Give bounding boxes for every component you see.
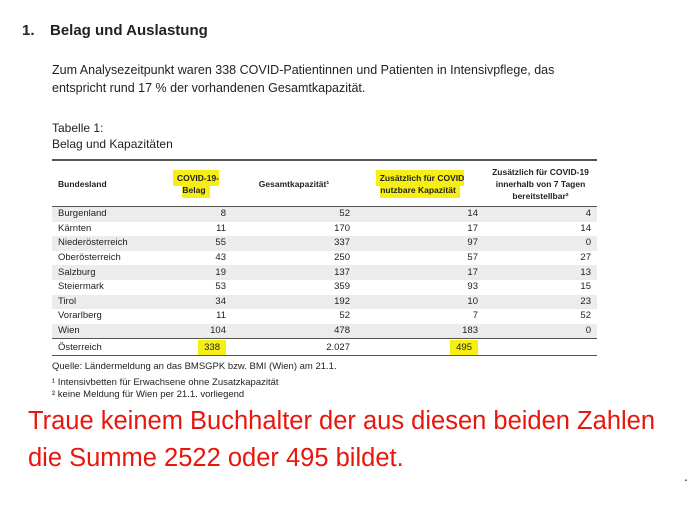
cell-bereit: 0: [484, 324, 597, 339]
cell-gesamt: 52: [339, 310, 350, 322]
table-row: [52, 309, 597, 324]
header-zusaetzlich-highlight: Zusätzlich für COVID nutzbare Kapazität: [376, 170, 465, 198]
cell-belag: 34: [160, 295, 232, 310]
cell-zusatz: 57: [467, 252, 478, 264]
cell-zusatz: 17: [356, 265, 484, 280]
header-bundesland: Bundesland: [52, 160, 160, 207]
total-zusatz: 495: [450, 340, 478, 355]
cell-gesamt: 170: [334, 222, 350, 234]
cell-land: Steiermark: [58, 281, 104, 293]
cell-bereit: 0: [484, 236, 597, 251]
footnote-2: ² keine Meldung für Wien per 21.1. vorliegend: [52, 389, 245, 400]
cell-bereit: 27: [580, 252, 591, 264]
cell-zusatz: 17: [467, 222, 478, 234]
cell-gesamt: 359: [334, 281, 350, 293]
cell-belag: 43: [215, 252, 226, 264]
section-heading: [22, 22, 208, 39]
table-row: [52, 280, 597, 295]
header-zusaetzlich-nutzbar: [356, 160, 484, 207]
cell-gesamt: 52: [232, 207, 356, 222]
total-land: Österreich: [52, 339, 160, 356]
header-gesamtkapazitaet: Gesamtkapazität¹: [232, 160, 356, 207]
cell-land: Vorarlberg: [58, 310, 102, 322]
table-caption: [52, 120, 173, 152]
table-notes: [52, 361, 337, 402]
cell-zusatz: 97: [356, 236, 484, 251]
section-title: Belag und Auslastung: [50, 22, 208, 39]
cell-gesamt: 337: [232, 236, 356, 251]
header-covid-belag-highlight: COVID-19- Belag: [173, 170, 219, 198]
cell-land: Salzburg: [52, 265, 160, 280]
source-note: Quelle: Ländermeldung an das BMSGPK bzw. BMI (Wien) am 21.1.: [52, 361, 337, 372]
cell-gesamt: 250: [334, 252, 350, 264]
table-caption-title: Belag und Kapazitäten: [52, 137, 173, 151]
cell-land: Kärnten: [58, 222, 92, 234]
cell-bereit: 13: [484, 265, 597, 280]
footnote-1: ¹ Intensivbetten für Erwachsene ohne Zusatzkapazität: [52, 376, 279, 388]
trailing-dot: .: [684, 468, 688, 484]
total-gesamt: 2.027: [232, 339, 356, 356]
total-belag: 338: [198, 340, 226, 355]
cell-zusatz: 10: [356, 295, 484, 310]
red-comment: Traue keinem Buchhalter der aus diesen beiden Zahlen die Summe 2522 oder 495 bildet.: [28, 407, 656, 472]
table-row: [52, 295, 597, 310]
cell-belag: 55: [160, 236, 232, 251]
cell-belag: 104: [160, 324, 232, 339]
header-covid-belag: [160, 160, 232, 207]
cell-land: Wien: [52, 324, 160, 339]
cell-bereit: 15: [580, 281, 591, 293]
cell-belag: 19: [160, 265, 232, 280]
total-zusatz-cell: [356, 339, 484, 356]
cell-land: Oberösterreich: [58, 252, 121, 264]
cell-bereit: 23: [484, 295, 597, 310]
table-total-row: [52, 339, 597, 356]
cell-land: Tirol: [52, 295, 160, 310]
cell-belag: 53: [215, 281, 226, 293]
cell-belag: 11: [216, 310, 226, 322]
cell-zusatz: 14: [356, 207, 484, 222]
cell-bereit: 14: [580, 222, 591, 234]
table-header-row: [52, 160, 597, 207]
table-row: [52, 222, 597, 237]
cell-gesamt: 192: [232, 295, 356, 310]
cell-gesamt: 137: [232, 265, 356, 280]
table-row: [52, 265, 597, 280]
cell-land: Burgenland: [52, 207, 160, 222]
intro-paragraph: Zum Analysezeitpunkt waren 338 COVID-Patientinnen und Patienten in Intensivpflege, das entspricht rund 17 % der vorhandenen Gesamtkapazität.: [52, 63, 555, 95]
cell-belag: 11: [216, 222, 226, 234]
total-belag-cell: [160, 339, 232, 356]
capacity-table: [52, 159, 597, 356]
cell-zusatz: 93: [467, 281, 478, 293]
cell-bereit: 52: [580, 310, 591, 322]
cell-bereit: 4: [484, 207, 597, 222]
table-row: [52, 207, 597, 222]
section-number: 1.: [22, 22, 35, 39]
table-row: [52, 324, 597, 339]
cell-belag: 8: [160, 207, 232, 222]
cell-gesamt: 478: [232, 324, 356, 339]
table-row: [52, 236, 597, 251]
cell-zusatz: 7: [472, 310, 478, 322]
table-row: [52, 251, 597, 266]
cell-zusatz: 183: [356, 324, 484, 339]
cell-land: Niederösterreich: [52, 236, 160, 251]
total-bereit: [484, 339, 597, 356]
table-caption-label: Tabelle 1:: [52, 121, 104, 135]
header-bereitstellbar: Zusätzlich für COVID-19 innerhalb von 7 Tagen bereitstellbar²: [484, 160, 597, 207]
